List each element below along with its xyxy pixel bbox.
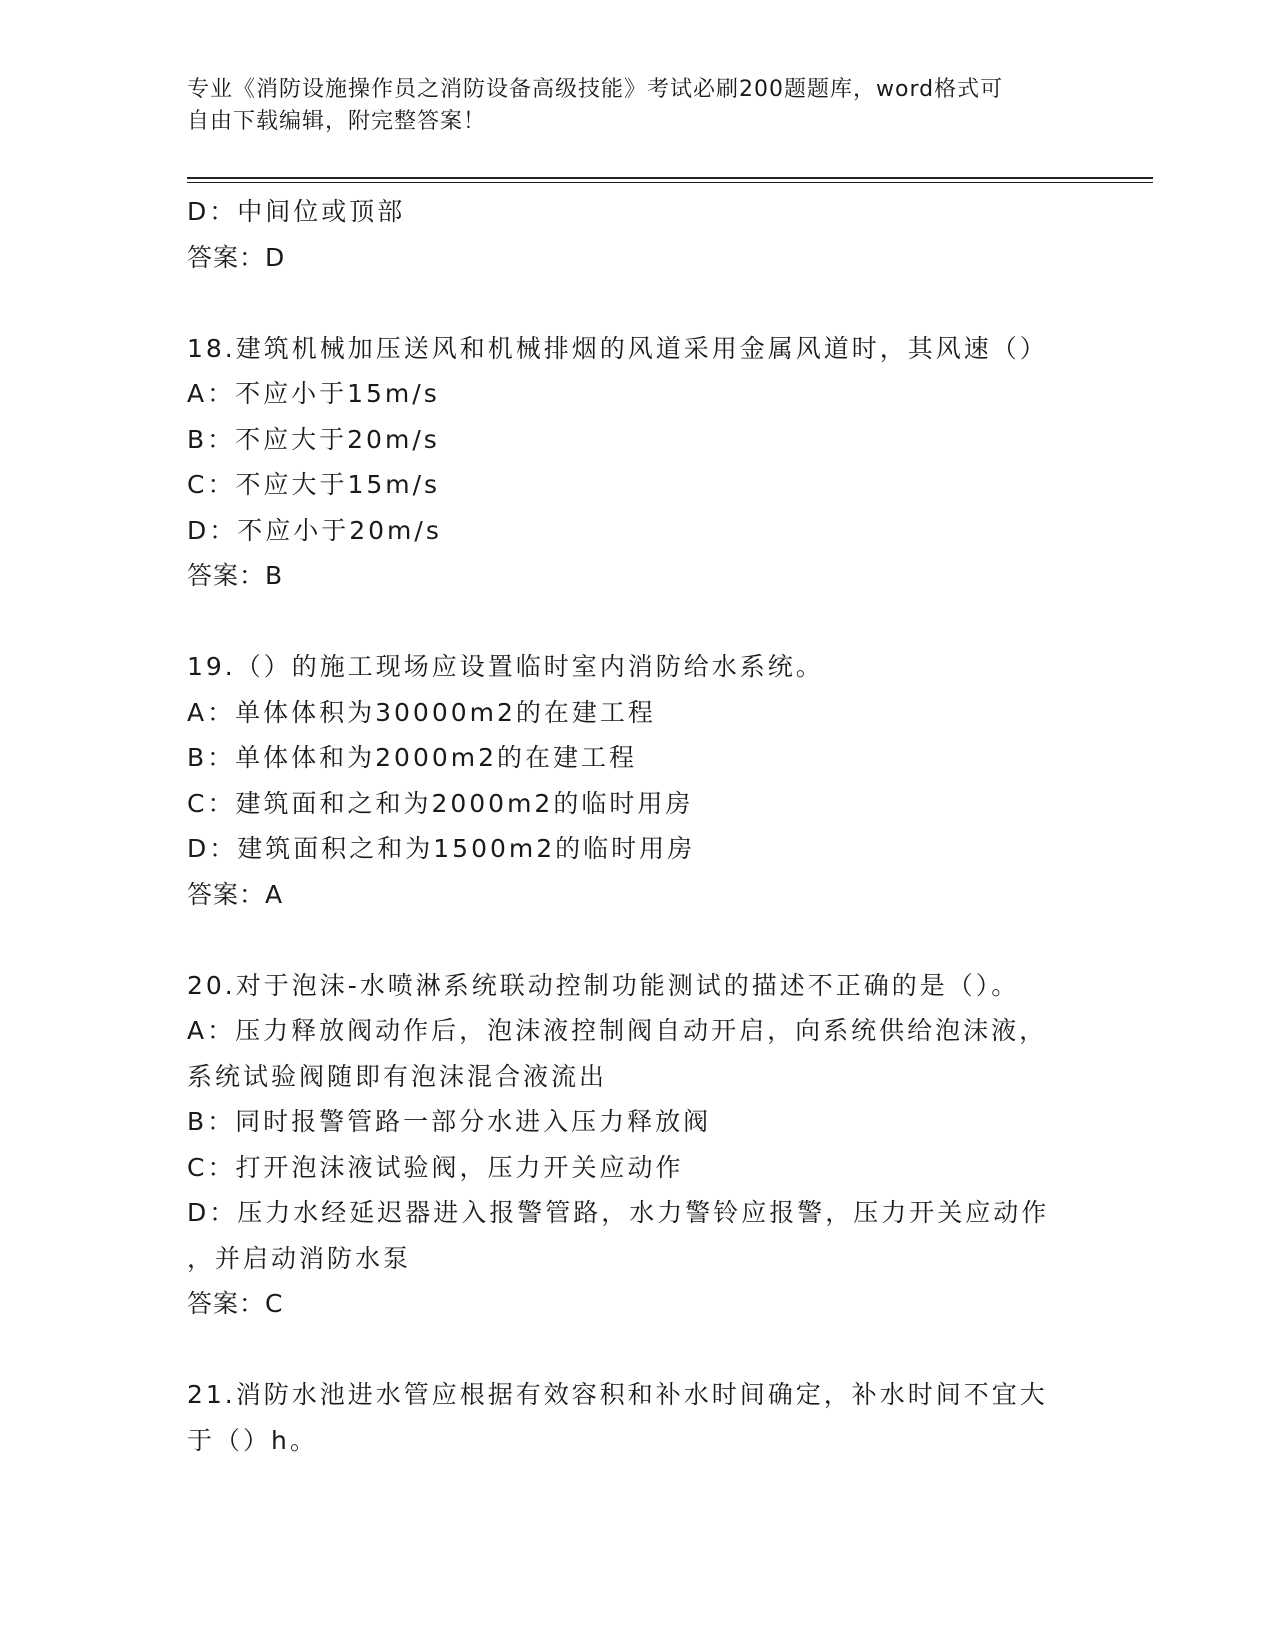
q18-option-d: D：不应小于20m/s <box>187 515 442 545</box>
q20-option-b: B：同时报警管路一部分水进入压力释放阀 <box>187 1107 712 1136</box>
question-spacer <box>187 917 1087 963</box>
question-17 <box>187 189 1087 280</box>
question-19 <box>187 644 1087 917</box>
q19-stem: 19.（）的施工现场应设置临时室内消防给水系统。 <box>187 652 824 681</box>
q21-stem-line-2: 于（）h。 <box>187 1425 318 1455</box>
q17-option-d: D：中间位或顶部 <box>187 197 406 226</box>
q20-stem: 20.对于泡沫-水喷淋系统联动控制功能测试的描述不正确的是（）。 <box>187 970 1020 1000</box>
q18-option-b: B：不应大于20m/s <box>187 424 440 454</box>
question-list <box>187 189 1087 1463</box>
header-line-2: 自由下载编辑，附完整答案！ <box>187 109 487 134</box>
q19-option-d: D：建筑面积之和为1500m2的临时用房 <box>187 834 696 863</box>
q20-option-c: C：打开泡沫液试验阀，压力开关应动作 <box>187 1152 684 1182</box>
q18-option-c: C：不应大于15m/s <box>187 470 441 499</box>
q19-option-b: B：单体体和为2000m2的在建工程 <box>187 743 638 772</box>
q20-option-a-line-1: A：压力释放阀动作后，泡沫液控制阀自动开启，向系统供给泡沫液， <box>187 1016 1048 1045</box>
header-rule-thin <box>187 182 1153 183</box>
question-18 <box>187 326 1087 599</box>
q21-stem-line-1: 21.消防水池进水管应根据有效容积和补水时间确定，补水时间不宜大 <box>187 1380 1048 1409</box>
question-spacer <box>187 280 1087 326</box>
header-rule-thick <box>187 177 1153 179</box>
q20-answer: 答案：C <box>187 1289 284 1318</box>
q20-option-a-line-2: 系统试验阀随即有泡沫混合液流出 <box>187 1061 608 1091</box>
q19-option-c: C：建筑面和之和为2000m2的临时用房 <box>187 788 694 818</box>
document-header <box>187 74 1067 138</box>
q20-option-d-line-1: D：压力水经延迟器进入报警管路，水力警铃应报警，压力开关应动作 <box>187 1198 1050 1227</box>
q18-option-a: A：不应小于15m/s <box>187 379 440 408</box>
q18-answer: 答案：B <box>187 561 284 590</box>
question-spacer <box>187 599 1087 645</box>
q20-option-d-line-2: ，并启动消防水泵 <box>187 1243 412 1273</box>
q17-answer: 答案：D <box>187 242 286 272</box>
header-line-1: 专业《消防设施操作员之消防设备高级技能》考试必刷200题题库，word格式可 <box>187 77 1004 102</box>
question-spacer <box>187 1327 1087 1373</box>
question-20 <box>187 963 1087 1327</box>
q19-answer: 答案：A <box>187 879 284 909</box>
q19-option-a: A：单体体积为30000m2的在建工程 <box>187 697 656 727</box>
q18-stem: 18.建筑机械加压送风和机械排烟的风道采用金属风道时，其风速（） <box>187 333 1048 363</box>
question-21 <box>187 1372 1087 1463</box>
